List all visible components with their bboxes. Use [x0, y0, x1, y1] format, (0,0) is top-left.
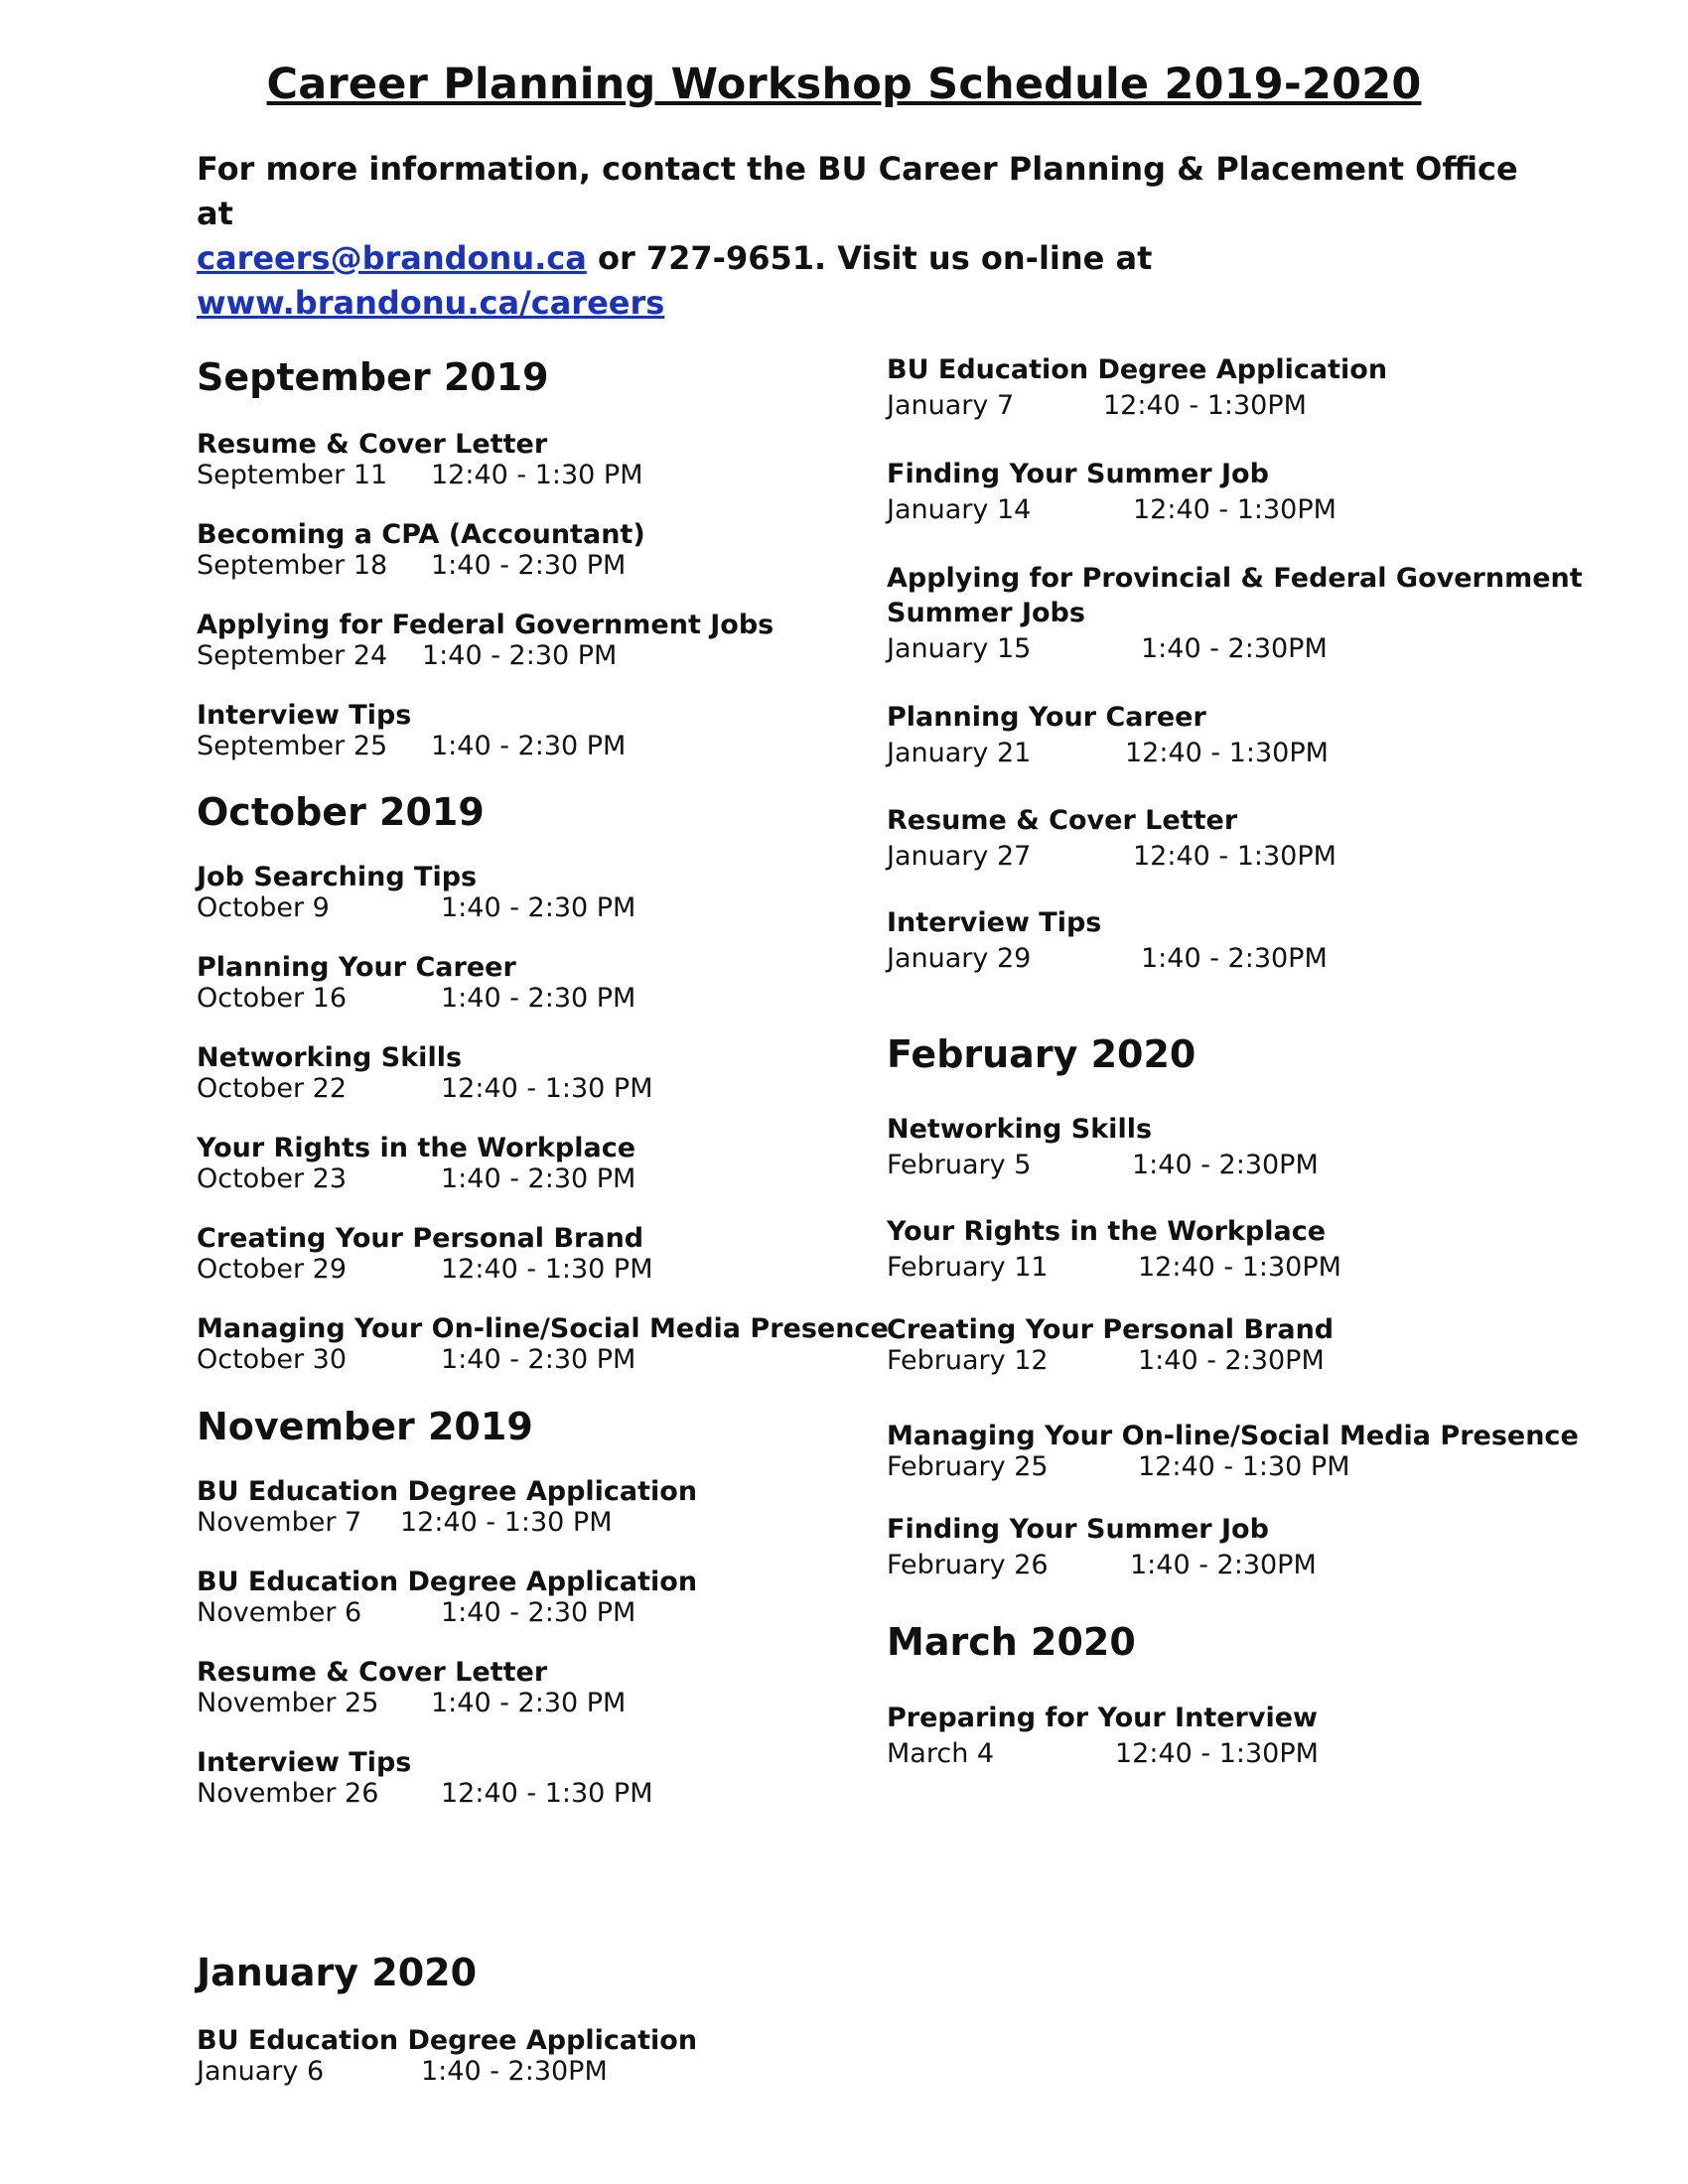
workshop-date: February 5: [887, 1150, 1032, 1180]
workshop-item: [887, 1514, 1317, 1580]
workshop-title: Your Rights in the Workplace: [887, 1216, 1327, 1247]
workshop-time: 1:40 - 2:30 PM: [422, 640, 618, 671]
workshop-time: 12:40 - 1:30 PM: [431, 460, 643, 490]
workshop-date: September 25: [197, 731, 388, 761]
workshop-time: 1:40 - 2:30PM: [1141, 943, 1328, 974]
workshop-date: October 22: [197, 1073, 347, 1104]
workshop-time: 12:40 - 1:30PM: [1133, 494, 1336, 525]
workshop-item: [197, 610, 774, 671]
workshop-title: BU Education Degree Application: [197, 1567, 698, 1597]
workshop-time: 12:40 - 1:30PM: [1125, 738, 1329, 768]
workshop-title: Networking Skills: [197, 1042, 463, 1073]
workshop-title: Becoming a CPA (Accountant): [197, 519, 645, 550]
workshop-item: [197, 429, 643, 490]
workshop-item: [887, 354, 1387, 421]
month-heading-november: November 2019: [197, 1405, 533, 1448]
workshop-item: [887, 1421, 1579, 1482]
contact-phone-text: or 727-9651. Visit us on-line at: [597, 239, 1153, 277]
month-heading-january: January 2020: [197, 1951, 478, 1994]
workshop-title: Applying for Federal Government Jobs: [197, 610, 774, 640]
workshop-title: Interview Tips: [197, 1747, 412, 1778]
month-heading-october: October 2019: [197, 790, 485, 834]
workshop-date: November 25: [197, 1688, 379, 1718]
workshop-time: 1:40 - 2:30PM: [1132, 1150, 1319, 1180]
workshop-date: October 30: [197, 1344, 347, 1375]
workshop-title: Interview Tips: [887, 907, 1102, 938]
workshop-date: September 11: [197, 460, 388, 490]
workshop-time: 1:40 - 2:30 PM: [441, 1163, 636, 1194]
workshop-date: January 6: [197, 2056, 325, 2087]
workshop-title: Resume & Cover Letter: [887, 805, 1238, 836]
workshop-date: November 26: [197, 1778, 379, 1809]
workshop-time: 1:40 - 2:30 PM: [441, 1597, 636, 1628]
workshop-time: 12:40 - 1:30 PM: [441, 1073, 653, 1104]
workshop-item: [197, 1747, 653, 1809]
workshop-date: January 27: [887, 841, 1032, 872]
workshop-title: Resume & Cover Letter: [197, 429, 548, 460]
workshop-title: BU Education Degree Application: [887, 354, 1388, 385]
workshop-item: [197, 1223, 653, 1285]
workshop-title: Job Searching Tips: [197, 862, 478, 892]
workshop-item: [887, 1703, 1318, 1769]
workshop-time: 1:40 - 2:30PM: [1141, 633, 1328, 664]
workshop-time: 1:40 - 2:30PM: [1138, 1345, 1325, 1376]
workshop-time: 12:40 - 1:30PM: [1138, 1252, 1341, 1283]
workshop-item: [887, 1114, 1319, 1180]
workshop-item: [197, 519, 645, 581]
workshop-time: 1:40 - 2:30 PM: [441, 1344, 636, 1375]
workshop-item: [887, 907, 1328, 974]
workshop-item: [887, 1216, 1341, 1283]
workshop-item: [197, 1133, 635, 1194]
workshop-title: Finding Your Summer Job: [887, 459, 1269, 489]
workshop-date: February 12: [887, 1345, 1049, 1376]
workshop-date: January 14: [887, 494, 1032, 525]
workshop-time: 1:40 - 2:30 PM: [431, 731, 627, 761]
workshop-time: 1:40 - 2:30 PM: [431, 550, 627, 581]
workshop-date: October 29: [197, 1254, 347, 1285]
workshop-item: [197, 1313, 889, 1375]
workshop-title: Creating Your Personal Brand: [197, 1223, 644, 1254]
contact-info: [197, 147, 1537, 326]
workshop-title: Your Rights in the Workplace: [197, 1133, 636, 1163]
workshop-time: 1:40 - 2:30 PM: [441, 983, 636, 1014]
workshop-title: Interview Tips: [197, 700, 412, 731]
workshop-time: 12:40 - 1:30 PM: [441, 1254, 653, 1285]
workshop-time: 12:40 - 1:30PM: [1115, 1738, 1319, 1769]
workshop-time: 1:40 - 2:30 PM: [431, 1688, 627, 1718]
workshop-item: [887, 563, 1583, 664]
workshop-title: Creating Your Personal Brand: [887, 1314, 1335, 1345]
workshop-item: [197, 1042, 653, 1104]
workshop-title: Finding Your Summer Job: [887, 1514, 1269, 1545]
workshop-item: [887, 702, 1329, 768]
workshop-item: [197, 1567, 697, 1628]
workshop-time: 12:40 - 1:30PM: [1133, 841, 1336, 872]
workshop-date: January 21: [887, 738, 1032, 768]
workshop-date: October 23: [197, 1163, 347, 1194]
website-link[interactable]: www.brandonu.ca/careers: [197, 284, 665, 322]
workshop-time: 12:40 - 1:30 PM: [441, 1778, 653, 1809]
workshop-title: Managing Your On-line/Social Media Presence: [887, 1421, 1579, 1451]
workshop-date: October 16: [197, 983, 347, 1014]
workshop-date: January 7: [887, 390, 1015, 421]
month-heading-september: September 2019: [197, 355, 549, 399]
workshop-title: Resume & Cover Letter: [197, 1657, 548, 1688]
workshop-date: January 29: [887, 943, 1032, 974]
workshop-time: 12:40 - 1:30 PM: [1138, 1451, 1350, 1482]
workshop-date: February 25: [887, 1451, 1049, 1482]
workshop-time: 1:40 - 2:30PM: [1130, 1550, 1317, 1580]
workshop-date: November 6: [197, 1597, 362, 1628]
workshop-title: Planning Your Career: [197, 952, 516, 983]
workshop-item: [887, 459, 1336, 525]
workshop-item: [197, 700, 627, 761]
workshop-title: Applying for Provincial & Federal Government: [887, 563, 1583, 594]
page-title: Career Planning Workshop Schedule 2019-2020: [266, 60, 1422, 109]
workshop-title: BU Education Degree Application: [197, 1476, 698, 1507]
workshop-item: [197, 952, 636, 1014]
workshop-date: February 26: [887, 1550, 1049, 1580]
workshop-date: November 7: [197, 1507, 362, 1538]
workshop-title-continued: Summer Jobs: [887, 598, 1085, 628]
workshop-time: 1:40 - 2:30 PM: [441, 892, 636, 923]
workshop-time: 1:40 - 2:30PM: [421, 2056, 608, 2087]
workshop-date: January 15: [887, 633, 1032, 664]
workshop-date: October 9: [197, 892, 330, 923]
workshop-title: Networking Skills: [887, 1114, 1153, 1145]
workshop-date: February 11: [887, 1252, 1049, 1283]
workshop-item: [887, 805, 1336, 872]
workshop-date: September 18: [197, 550, 388, 581]
workshop-item: [197, 1657, 627, 1718]
contact-text: For more information, contact the BU Career Planning & Placement Office at: [197, 150, 1518, 232]
workshop-date: March 4: [887, 1738, 995, 1769]
workshop-title: Planning Your Career: [887, 702, 1206, 733]
workshop-title: Preparing for Your Interview: [887, 1703, 1318, 1733]
workshop-item: [887, 1314, 1334, 1376]
workshop-time: 12:40 - 1:30PM: [1103, 390, 1307, 421]
workshop-title: BU Education Degree Application: [197, 2025, 698, 2056]
workshop-item: [197, 1476, 697, 1538]
workshop-title: Managing Your On-line/Social Media Presence: [197, 1313, 889, 1344]
month-heading-february: February 2020: [887, 1032, 1196, 1076]
workshop-item: [197, 2025, 697, 2087]
workshop-time: 12:40 - 1:30 PM: [400, 1507, 613, 1538]
month-heading-march: March 2020: [887, 1620, 1136, 1664]
workshop-date: September 24: [197, 640, 388, 671]
workshop-item: [197, 862, 636, 923]
email-link[interactable]: careers@brandonu.ca: [197, 239, 587, 277]
